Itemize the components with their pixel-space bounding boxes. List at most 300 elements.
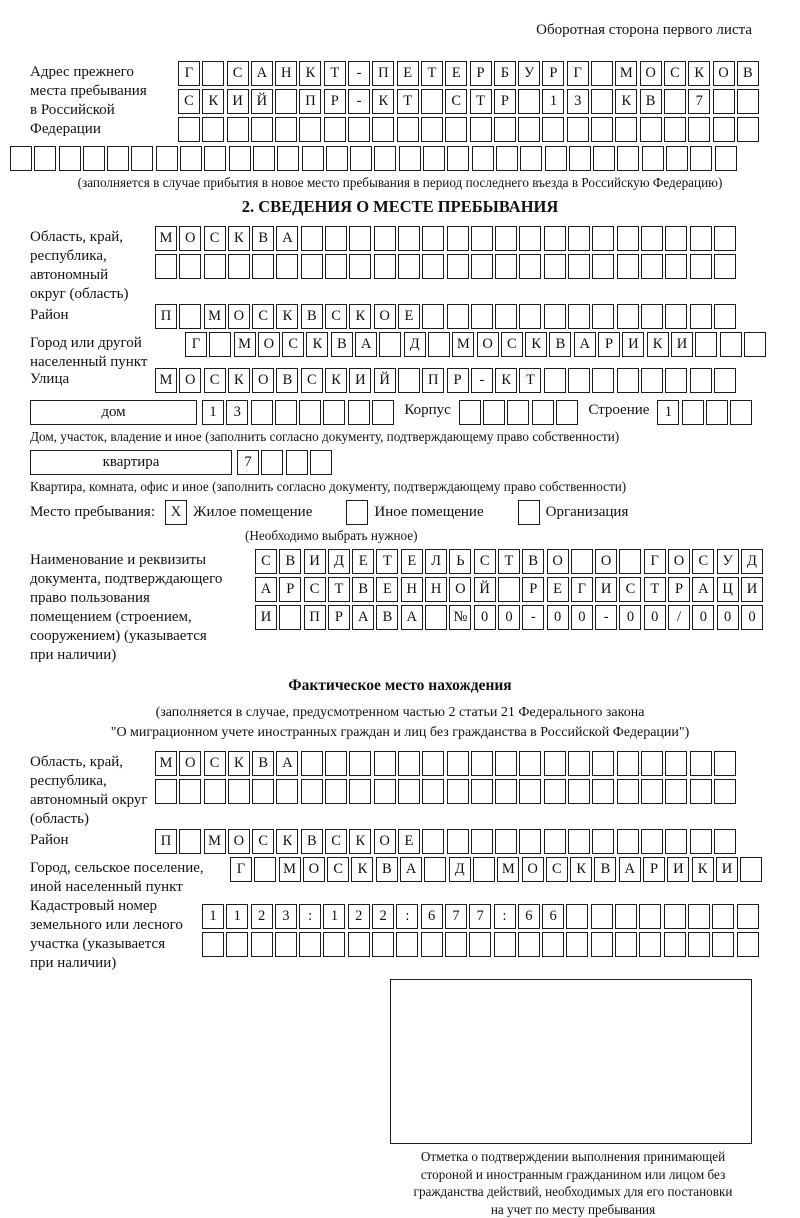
- char-box[interactable]: [398, 226, 420, 251]
- char-box[interactable]: [494, 117, 516, 142]
- char-box[interactable]: И: [255, 605, 277, 630]
- char-box[interactable]: В: [549, 332, 571, 357]
- char-box[interactable]: Т: [421, 61, 443, 86]
- char-box[interactable]: Г: [185, 332, 207, 357]
- char-box[interactable]: [228, 779, 250, 804]
- char-box[interactable]: [472, 146, 494, 171]
- char-box[interactable]: П: [372, 61, 394, 86]
- char-box[interactable]: №: [449, 605, 471, 630]
- char-box[interactable]: С: [301, 368, 323, 393]
- char-box[interactable]: 0: [571, 605, 593, 630]
- char-box[interactable]: Е: [445, 61, 467, 86]
- char-box[interactable]: А: [355, 332, 377, 357]
- char-box[interactable]: М: [204, 829, 226, 854]
- char-box[interactable]: К: [306, 332, 328, 357]
- char-box[interactable]: А: [251, 61, 273, 86]
- char-box[interactable]: [473, 857, 495, 882]
- char-box[interactable]: [254, 857, 276, 882]
- char-box[interactable]: В: [331, 332, 353, 357]
- char-box[interactable]: П: [422, 368, 444, 393]
- char-box[interactable]: [180, 146, 202, 171]
- char-box[interactable]: Г: [571, 577, 593, 602]
- char-box[interactable]: [372, 117, 394, 142]
- char-box[interactable]: [617, 146, 639, 171]
- char-box[interactable]: [532, 400, 554, 425]
- char-box[interactable]: [286, 450, 308, 475]
- char-box[interactable]: [639, 904, 661, 929]
- char-box[interactable]: [542, 932, 564, 957]
- char-box[interactable]: И: [716, 857, 738, 882]
- char-box[interactable]: Т: [644, 577, 666, 602]
- char-box[interactable]: К: [349, 829, 371, 854]
- char-box[interactable]: [495, 254, 517, 279]
- char-box[interactable]: С: [664, 61, 686, 86]
- char-box[interactable]: К: [228, 226, 250, 251]
- char-box[interactable]: [471, 226, 493, 251]
- char-box[interactable]: [325, 226, 347, 251]
- char-box[interactable]: [720, 332, 742, 357]
- char-box[interactable]: [470, 117, 492, 142]
- char-box[interactable]: [422, 829, 444, 854]
- char-box[interactable]: [641, 829, 663, 854]
- char-box[interactable]: [664, 117, 686, 142]
- char-box[interactable]: В: [276, 368, 298, 393]
- char-box[interactable]: [544, 779, 566, 804]
- char-box[interactable]: [83, 146, 105, 171]
- char-box[interactable]: 0: [474, 605, 496, 630]
- char-box[interactable]: [422, 226, 444, 251]
- char-box[interactable]: [372, 932, 394, 957]
- char-box[interactable]: [706, 400, 728, 425]
- char-box[interactable]: [325, 751, 347, 776]
- char-box[interactable]: [399, 146, 421, 171]
- char-box[interactable]: [567, 117, 589, 142]
- char-box[interactable]: [299, 117, 321, 142]
- char-box[interactable]: Р: [668, 577, 690, 602]
- char-box[interactable]: П: [155, 304, 177, 329]
- char-box[interactable]: В: [737, 61, 759, 86]
- char-box[interactable]: 0: [619, 605, 641, 630]
- char-box[interactable]: [690, 779, 712, 804]
- char-box[interactable]: К: [228, 751, 250, 776]
- char-box[interactable]: [422, 779, 444, 804]
- char-box[interactable]: [277, 146, 299, 171]
- char-box[interactable]: [261, 450, 283, 475]
- char-box[interactable]: К: [570, 857, 592, 882]
- char-box[interactable]: В: [352, 577, 374, 602]
- char-box[interactable]: [568, 226, 590, 251]
- char-box[interactable]: [592, 829, 614, 854]
- char-box[interactable]: Й: [251, 89, 273, 114]
- char-box[interactable]: [664, 89, 686, 114]
- char-box[interactable]: [714, 226, 736, 251]
- char-box[interactable]: [737, 932, 759, 957]
- char-box[interactable]: [542, 117, 564, 142]
- char-box[interactable]: С: [204, 226, 226, 251]
- char-box[interactable]: [545, 146, 567, 171]
- char-box[interactable]: [227, 117, 249, 142]
- char-box[interactable]: [498, 577, 520, 602]
- char-box[interactable]: [422, 254, 444, 279]
- residential-checkbox[interactable]: X: [165, 500, 187, 525]
- char-box[interactable]: [744, 332, 766, 357]
- char-box[interactable]: [226, 932, 248, 957]
- char-box[interactable]: 7: [688, 89, 710, 114]
- char-box[interactable]: [374, 779, 396, 804]
- char-box[interactable]: [447, 829, 469, 854]
- char-box[interactable]: [519, 226, 541, 251]
- char-box[interactable]: [107, 146, 129, 171]
- char-box[interactable]: М: [234, 332, 256, 357]
- char-box[interactable]: [209, 332, 231, 357]
- char-box[interactable]: [615, 932, 637, 957]
- char-box[interactable]: 2: [251, 904, 273, 929]
- char-box[interactable]: -: [348, 61, 370, 86]
- char-box[interactable]: [421, 117, 443, 142]
- char-box[interactable]: Т: [328, 577, 350, 602]
- char-box[interactable]: К: [495, 368, 517, 393]
- char-box[interactable]: [712, 932, 734, 957]
- char-box[interactable]: И: [671, 332, 693, 357]
- char-box[interactable]: О: [713, 61, 735, 86]
- char-box[interactable]: С: [327, 857, 349, 882]
- char-box[interactable]: [665, 779, 687, 804]
- char-box[interactable]: С: [255, 549, 277, 574]
- char-box[interactable]: :: [494, 904, 516, 929]
- char-box[interactable]: [695, 332, 717, 357]
- char-box[interactable]: [447, 254, 469, 279]
- char-box[interactable]: Т: [519, 368, 541, 393]
- char-box[interactable]: [568, 254, 590, 279]
- char-box[interactable]: [592, 254, 614, 279]
- char-box[interactable]: [349, 226, 371, 251]
- char-box[interactable]: [566, 932, 588, 957]
- char-box[interactable]: [617, 779, 639, 804]
- char-box[interactable]: В: [252, 226, 274, 251]
- char-box[interactable]: У: [518, 61, 540, 86]
- char-box[interactable]: [592, 368, 614, 393]
- char-box[interactable]: [737, 904, 759, 929]
- char-box[interactable]: А: [400, 857, 422, 882]
- char-box[interactable]: 1: [226, 904, 248, 929]
- organization-checkbox[interactable]: [518, 500, 540, 525]
- char-box[interactable]: [593, 146, 615, 171]
- char-box[interactable]: [325, 779, 347, 804]
- char-box[interactable]: А: [255, 577, 277, 602]
- char-box[interactable]: [519, 829, 541, 854]
- char-box[interactable]: [617, 829, 639, 854]
- char-box[interactable]: [568, 779, 590, 804]
- char-box[interactable]: [179, 304, 201, 329]
- char-box[interactable]: Г: [567, 61, 589, 86]
- char-box[interactable]: М: [204, 304, 226, 329]
- char-box[interactable]: [617, 254, 639, 279]
- char-box[interactable]: С: [619, 577, 641, 602]
- char-box[interactable]: Л: [425, 549, 447, 574]
- char-box[interactable]: И: [227, 89, 249, 114]
- char-box[interactable]: О: [258, 332, 280, 357]
- char-box[interactable]: [568, 368, 590, 393]
- char-box[interactable]: О: [374, 829, 396, 854]
- char-box[interactable]: Р: [279, 577, 301, 602]
- char-box[interactable]: [422, 304, 444, 329]
- char-box[interactable]: 0: [692, 605, 714, 630]
- char-box[interactable]: [131, 146, 153, 171]
- char-box[interactable]: 0: [741, 605, 763, 630]
- char-box[interactable]: [619, 549, 641, 574]
- char-box[interactable]: [617, 226, 639, 251]
- char-box[interactable]: [349, 779, 371, 804]
- char-box[interactable]: [10, 146, 32, 171]
- char-box[interactable]: С: [325, 829, 347, 854]
- char-box[interactable]: [428, 332, 450, 357]
- char-box[interactable]: [349, 254, 371, 279]
- char-box[interactable]: И: [304, 549, 326, 574]
- char-box[interactable]: [591, 932, 613, 957]
- char-box[interactable]: [544, 254, 566, 279]
- char-box[interactable]: С: [304, 577, 326, 602]
- char-box[interactable]: [204, 254, 226, 279]
- char-box[interactable]: [592, 304, 614, 329]
- char-box[interactable]: О: [522, 857, 544, 882]
- char-box[interactable]: [615, 904, 637, 929]
- char-box[interactable]: 2: [348, 904, 370, 929]
- char-box[interactable]: Д: [741, 549, 763, 574]
- char-box[interactable]: [471, 751, 493, 776]
- char-box[interactable]: [568, 829, 590, 854]
- char-box[interactable]: С: [227, 61, 249, 86]
- char-box[interactable]: Р: [328, 605, 350, 630]
- char-box[interactable]: [690, 751, 712, 776]
- char-box[interactable]: Т: [397, 89, 419, 114]
- char-box[interactable]: [615, 117, 637, 142]
- char-box[interactable]: Р: [494, 89, 516, 114]
- char-box[interactable]: [617, 304, 639, 329]
- char-box[interactable]: [737, 89, 759, 114]
- char-box[interactable]: [34, 146, 56, 171]
- char-box[interactable]: К: [615, 89, 637, 114]
- char-box[interactable]: О: [252, 368, 274, 393]
- char-box[interactable]: С: [445, 89, 467, 114]
- char-box[interactable]: К: [688, 61, 710, 86]
- char-box[interactable]: Н: [275, 61, 297, 86]
- char-box[interactable]: [156, 146, 178, 171]
- char-box[interactable]: К: [647, 332, 669, 357]
- char-box[interactable]: [459, 400, 481, 425]
- char-box[interactable]: [398, 368, 420, 393]
- char-box[interactable]: [447, 751, 469, 776]
- char-box[interactable]: Е: [398, 304, 420, 329]
- char-box[interactable]: М: [155, 368, 177, 393]
- char-box[interactable]: [715, 146, 737, 171]
- char-box[interactable]: С: [282, 332, 304, 357]
- char-box[interactable]: :: [396, 904, 418, 929]
- char-box[interactable]: С: [325, 304, 347, 329]
- char-box[interactable]: [229, 146, 251, 171]
- char-box[interactable]: К: [299, 61, 321, 86]
- char-box[interactable]: 0: [498, 605, 520, 630]
- char-box[interactable]: О: [449, 577, 471, 602]
- char-box[interactable]: [568, 751, 590, 776]
- char-box[interactable]: [496, 146, 518, 171]
- char-box[interactable]: Т: [376, 549, 398, 574]
- char-box[interactable]: О: [179, 226, 201, 251]
- char-box[interactable]: [398, 751, 420, 776]
- char-box[interactable]: Г: [644, 549, 666, 574]
- char-box[interactable]: [688, 932, 710, 957]
- char-box[interactable]: О: [640, 61, 662, 86]
- char-box[interactable]: [349, 751, 371, 776]
- char-box[interactable]: И: [667, 857, 689, 882]
- char-box[interactable]: О: [374, 304, 396, 329]
- char-box[interactable]: Е: [547, 577, 569, 602]
- char-box[interactable]: 7: [469, 904, 491, 929]
- char-box[interactable]: /: [668, 605, 690, 630]
- char-box[interactable]: [469, 932, 491, 957]
- char-box[interactable]: Т: [324, 61, 346, 86]
- char-box[interactable]: [421, 89, 443, 114]
- char-box[interactable]: [275, 400, 297, 425]
- char-box[interactable]: [544, 226, 566, 251]
- char-box[interactable]: Н: [425, 577, 447, 602]
- char-box[interactable]: [714, 751, 736, 776]
- char-box[interactable]: Р: [542, 61, 564, 86]
- char-box[interactable]: [252, 254, 274, 279]
- char-box[interactable]: [374, 254, 396, 279]
- char-box[interactable]: О: [303, 857, 325, 882]
- char-box[interactable]: [642, 146, 664, 171]
- char-box[interactable]: 2: [372, 904, 394, 929]
- char-box[interactable]: [520, 146, 542, 171]
- char-box[interactable]: А: [276, 226, 298, 251]
- char-box[interactable]: И: [622, 332, 644, 357]
- char-box[interactable]: -: [595, 605, 617, 630]
- char-box[interactable]: [571, 549, 593, 574]
- char-box[interactable]: Й: [474, 577, 496, 602]
- char-box[interactable]: [495, 751, 517, 776]
- char-box[interactable]: К: [372, 89, 394, 114]
- char-box[interactable]: [495, 779, 517, 804]
- char-box[interactable]: И: [349, 368, 371, 393]
- char-box[interactable]: М: [497, 857, 519, 882]
- char-box[interactable]: [665, 751, 687, 776]
- char-box[interactable]: 7: [445, 904, 467, 929]
- char-box[interactable]: В: [279, 549, 301, 574]
- char-box[interactable]: Д: [449, 857, 471, 882]
- char-box[interactable]: [372, 400, 394, 425]
- char-box[interactable]: А: [619, 857, 641, 882]
- char-box[interactable]: [471, 779, 493, 804]
- char-box[interactable]: [740, 857, 762, 882]
- char-box[interactable]: Т: [470, 89, 492, 114]
- char-box[interactable]: [519, 304, 541, 329]
- char-box[interactable]: [641, 254, 663, 279]
- char-box[interactable]: :: [299, 904, 321, 929]
- char-box[interactable]: [251, 932, 273, 957]
- char-box[interactable]: [228, 254, 250, 279]
- char-box[interactable]: [423, 146, 445, 171]
- char-box[interactable]: [350, 146, 372, 171]
- char-box[interactable]: В: [301, 304, 323, 329]
- char-box[interactable]: М: [279, 857, 301, 882]
- char-box[interactable]: [276, 254, 298, 279]
- char-box[interactable]: [591, 61, 613, 86]
- char-box[interactable]: [301, 226, 323, 251]
- char-box[interactable]: [275, 117, 297, 142]
- char-box[interactable]: [592, 751, 614, 776]
- char-box[interactable]: [179, 779, 201, 804]
- char-box[interactable]: [447, 146, 469, 171]
- char-box[interactable]: [688, 117, 710, 142]
- char-box[interactable]: [424, 857, 446, 882]
- char-box[interactable]: Е: [376, 577, 398, 602]
- char-box[interactable]: [591, 89, 613, 114]
- char-box[interactable]: В: [376, 605, 398, 630]
- char-box[interactable]: [421, 932, 443, 957]
- char-box[interactable]: [445, 117, 467, 142]
- char-box[interactable]: О: [179, 751, 201, 776]
- char-box[interactable]: О: [179, 368, 201, 393]
- char-box[interactable]: [348, 400, 370, 425]
- char-box[interactable]: К: [325, 368, 347, 393]
- char-box[interactable]: И: [741, 577, 763, 602]
- char-box[interactable]: 1: [323, 904, 345, 929]
- char-box[interactable]: [422, 751, 444, 776]
- char-box[interactable]: [301, 751, 323, 776]
- char-box[interactable]: С: [474, 549, 496, 574]
- char-box[interactable]: О: [228, 829, 250, 854]
- char-box[interactable]: Е: [352, 549, 374, 574]
- char-box[interactable]: Й: [374, 368, 396, 393]
- char-box[interactable]: [664, 904, 686, 929]
- char-box[interactable]: [178, 117, 200, 142]
- char-box[interactable]: 0: [644, 605, 666, 630]
- char-box[interactable]: Б: [494, 61, 516, 86]
- char-box[interactable]: Е: [397, 61, 419, 86]
- char-box[interactable]: [155, 254, 177, 279]
- char-box[interactable]: [204, 146, 226, 171]
- char-box[interactable]: [397, 117, 419, 142]
- char-box[interactable]: [713, 89, 735, 114]
- char-box[interactable]: 3: [226, 400, 248, 425]
- char-box[interactable]: [639, 932, 661, 957]
- char-box[interactable]: Н: [401, 577, 423, 602]
- char-box[interactable]: 1: [202, 904, 224, 929]
- char-box[interactable]: [544, 829, 566, 854]
- char-box[interactable]: Ц: [717, 577, 739, 602]
- char-box[interactable]: [690, 254, 712, 279]
- char-box[interactable]: [617, 751, 639, 776]
- char-box[interactable]: [518, 932, 540, 957]
- char-box[interactable]: [688, 904, 710, 929]
- char-box[interactable]: -: [471, 368, 493, 393]
- char-box[interactable]: [483, 400, 505, 425]
- char-box[interactable]: 6: [421, 904, 443, 929]
- char-box[interactable]: [519, 751, 541, 776]
- char-box[interactable]: [348, 932, 370, 957]
- char-box[interactable]: [592, 779, 614, 804]
- char-box[interactable]: Р: [522, 577, 544, 602]
- char-box[interactable]: Р: [447, 368, 469, 393]
- char-box[interactable]: В: [376, 857, 398, 882]
- char-box[interactable]: О: [595, 549, 617, 574]
- char-box[interactable]: -: [522, 605, 544, 630]
- char-box[interactable]: [276, 779, 298, 804]
- char-box[interactable]: [730, 400, 752, 425]
- char-box[interactable]: К: [276, 829, 298, 854]
- char-box[interactable]: К: [692, 857, 714, 882]
- char-box[interactable]: [665, 226, 687, 251]
